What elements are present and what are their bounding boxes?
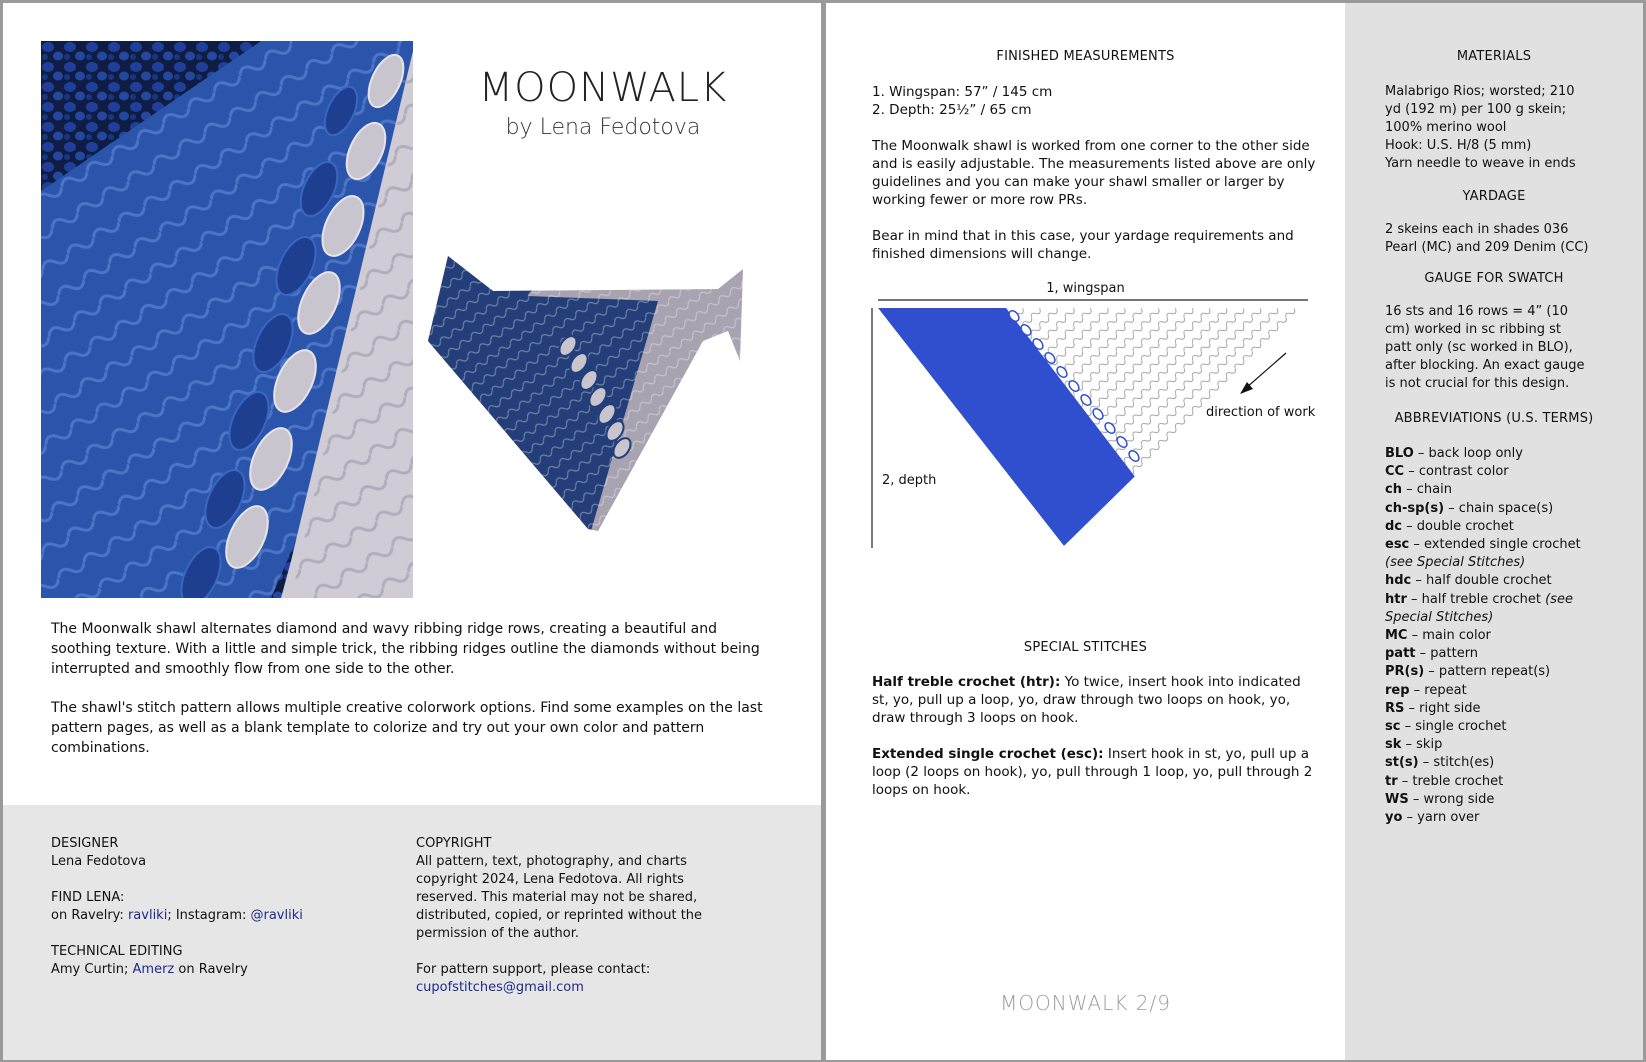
abbreviation-item	[1385, 809, 1595, 827]
find-links	[51, 907, 381, 925]
page-footer: MOONWALK 2/9	[1000, 991, 1171, 1015]
abbreviation-term: hdc	[1385, 573, 1412, 589]
abbreviation-definition: – repeat	[1409, 682, 1467, 698]
htr-definition	[872, 673, 1317, 727]
find-mid: ; Instagram:	[167, 908, 251, 923]
tech-prefix: Amy Curtin;	[51, 962, 133, 977]
gauge-text: 16 sts and 16 rows = 4” (10 cm) worked in sc ribbing st patt only (sc worked in BLO), after blocking. An exact gauge is not crucial for this design.	[1385, 304, 1585, 391]
abbreviation-definition: – half double crochet	[1411, 573, 1552, 589]
htr-text: Yo twice, insert hook into indicated st, yo, pull up a loop, yo, draw through two loops on hook, yo, draw through 3 loops on hook.	[872, 674, 1301, 726]
abbreviation-term: patt	[1385, 646, 1416, 662]
shawl-full-photo	[418, 41, 778, 571]
abbreviation-term: tr	[1385, 773, 1398, 789]
abbreviation-term: RS	[1385, 700, 1405, 716]
abbreviation-item	[1385, 518, 1595, 536]
abbreviation-definition: – extended single crochet	[1409, 537, 1581, 553]
abbreviation-definition: – pattern repeat(s)	[1424, 664, 1551, 680]
abbreviation-term: esc	[1385, 537, 1410, 553]
tech-editor-link[interactable]: Amerz	[132, 962, 175, 977]
abbreviation-item	[1385, 536, 1595, 572]
instagram-link[interactable]: @ravliki	[250, 908, 303, 923]
abbreviation-definition: – yarn over	[1402, 810, 1480, 826]
measurement-wingspan: 1. Wingspan: 57” / 145 cm	[872, 84, 1053, 100]
abbreviation-term: sc	[1385, 719, 1401, 735]
abbreviation-item	[1385, 481, 1595, 499]
abbreviation-item	[1385, 773, 1595, 791]
abbreviation-term: yo	[1385, 810, 1403, 826]
abbreviation-definition: – chain space(s)	[1444, 500, 1554, 516]
direction-label: direction of work	[1206, 405, 1316, 420]
materials-yarn: Malabrigo Rios; worsted; 210 yd (192 m) per 100 g skein; 100% merino wool	[1385, 84, 1575, 135]
esc-definition	[872, 745, 1317, 799]
abbreviations-heading: ABBREVIATIONS (U.S. TERMS)	[1394, 411, 1594, 426]
intro-paragraph-2: The shawl's stitch pattern allows multiple creative colorwork options. Find some examples on the last pattern pages, as well as a blank template to colorize and try out your own color and pattern combinations.	[51, 700, 763, 756]
abbreviations-list	[1385, 445, 1595, 827]
abbreviation-term: MC	[1385, 628, 1408, 644]
tech-editing-credit	[51, 961, 381, 979]
abbreviation-term: BLO	[1385, 446, 1414, 461]
htr-name: Half treble crochet (htr):	[872, 674, 1061, 690]
support-email-link[interactable]: cupofstitches@gmail.com	[416, 980, 584, 995]
abbreviation-term: dc	[1385, 518, 1403, 534]
abbreviation-item	[1385, 682, 1595, 700]
abbreviation-definition: – single crochet	[1400, 719, 1507, 735]
intro-paragraph-1: The Moonwalk shawl alternates diamond and wavy ribbing ridge rows, creating a beautiful and soothing texture. With a little and simple trick, the ribbing ridges outline the diamonds without being interrupted and smoothly flow from one side to the other.	[51, 621, 760, 677]
ravelry-link[interactable]: ravliki	[127, 908, 168, 923]
abbreviation-definition: – chain	[1401, 482, 1452, 498]
gauge-heading: GAUGE FOR SWATCH	[1424, 271, 1564, 286]
abbreviation-definition: – main color	[1407, 628, 1491, 644]
adjustable-paragraph: The Moonwalk shawl is worked from one corner to the other side and is easily adjustable. The measurements listed above are only guidelines and you can make your shawl smaller or larger by working fewer or more row PRs.	[872, 138, 1316, 208]
abbreviation-definition: – treble crochet	[1397, 773, 1504, 789]
abbreviation-definition: – stitch(es)	[1418, 755, 1495, 771]
wingspan-label: 1, wingspan	[1046, 281, 1125, 296]
special-stitches-block	[872, 673, 1317, 817]
abbreviation-definition: – contrast color	[1404, 464, 1509, 480]
tech-editing-label: TECHNICAL EDITING	[51, 944, 183, 959]
abbreviation-definition: – half treble crochet	[1406, 591, 1546, 607]
abbreviation-item	[1385, 791, 1595, 809]
tech-suffix: on Ravelry	[174, 962, 248, 977]
support-text: For pattern support, please contact:	[416, 962, 651, 977]
abbreviation-item	[1385, 627, 1595, 645]
esc-text: Insert hook in st, yo, pull up a loop (2 loops on hook), yo, pull through 1 loop, yo, pull through 2 loops on hook.	[872, 746, 1313, 798]
abbreviation-definition: – double crochet	[1402, 518, 1514, 534]
esc-name: Extended single crochet (esc):	[872, 746, 1104, 762]
abbreviation-item	[1385, 736, 1595, 754]
abbreviation-item	[1385, 572, 1595, 590]
abbreviation-item	[1385, 754, 1595, 772]
abbreviation-note: (see Special Stitches)	[1385, 591, 1573, 625]
designer-name: Lena Fedotova	[51, 854, 147, 869]
abbreviation-term: st(s)	[1385, 755, 1419, 771]
abbreviation-item	[1385, 718, 1595, 736]
materials-text	[1385, 83, 1590, 173]
closeup-illustration	[41, 41, 413, 598]
abbreviation-item	[1385, 700, 1595, 718]
cover-page	[3, 3, 821, 1060]
abbreviation-term: rep	[1385, 682, 1410, 698]
materials-needle: Yarn needle to weave in ends	[1385, 156, 1576, 171]
copyright-text: All pattern, text, photography, and charts copyright 2024, Lena Fedotova. All rights reserved. This material may not be shared, distributed, copied, or reprinted without the permission of the author.	[416, 854, 703, 941]
materials-heading: MATERIALS	[1456, 49, 1532, 64]
credits-left-column	[51, 835, 381, 979]
designer-label: DESIGNER	[51, 836, 119, 851]
find-label: FIND LENA:	[51, 890, 125, 905]
abbreviation-item	[1385, 645, 1595, 663]
find-prefix: on Ravelry:	[51, 908, 128, 923]
measurements-page	[826, 3, 1643, 1060]
abbreviation-term: htr	[1385, 591, 1407, 607]
abbreviation-term: ch-sp(s)	[1385, 500, 1445, 516]
abbreviation-term: CC	[1385, 464, 1405, 480]
intro-text	[51, 619, 771, 777]
abbreviation-definition: – back loop only	[1413, 446, 1523, 461]
yardage-heading: YARDAGE	[1462, 189, 1526, 204]
abbreviation-item	[1385, 591, 1595, 627]
yardage-text: 2 skeins each in shades 036 Pearl (MC) and 209 Denim (CC)	[1385, 222, 1589, 255]
credits-footer	[3, 805, 821, 1060]
materials-hook: Hook: U.S. H/8 (5 mm)	[1385, 138, 1532, 153]
pattern-byline: by Lena Fedotova	[505, 115, 701, 140]
shawl-closeup-photo	[41, 41, 413, 598]
abbreviation-definition: – pattern	[1415, 646, 1479, 662]
copyright-label: COPYRIGHT	[416, 836, 492, 851]
depth-label: 2, depth	[882, 473, 937, 488]
abbreviation-item	[1385, 463, 1595, 481]
abbreviation-term: ch	[1385, 482, 1402, 498]
abbreviation-definition: – right side	[1404, 700, 1481, 716]
abbreviation-definition: – wrong side	[1408, 791, 1495, 807]
abbreviation-item	[1385, 500, 1595, 518]
shawl-diagram	[866, 288, 1316, 553]
shawl-illustration	[418, 41, 778, 571]
credits-right-column	[416, 835, 741, 997]
materials-sidebar	[1345, 3, 1643, 1060]
abbreviation-item	[1385, 663, 1595, 681]
abbreviation-term: WS	[1385, 791, 1409, 807]
yardage-note-paragraph: Bear in mind that in this case, your yardage requirements and finished dimensions will change.	[872, 228, 1294, 262]
abbreviation-item	[1385, 445, 1595, 463]
pattern-title: MOONWALK	[478, 65, 728, 111]
measurements-block	[872, 83, 1317, 281]
abbreviation-note: (see Special Stitches)	[1385, 555, 1526, 571]
measurement-depth: 2. Depth: 25½” / 65 cm	[872, 102, 1032, 118]
measurements-heading: FINISHED MEASUREMENTS	[996, 49, 1175, 64]
special-stitches-heading: SPECIAL STITCHES	[1023, 640, 1148, 655]
abbreviation-term: PR(s)	[1385, 664, 1425, 680]
abbreviation-term: sk	[1385, 737, 1402, 753]
abbreviation-definition: – skip	[1401, 737, 1443, 753]
